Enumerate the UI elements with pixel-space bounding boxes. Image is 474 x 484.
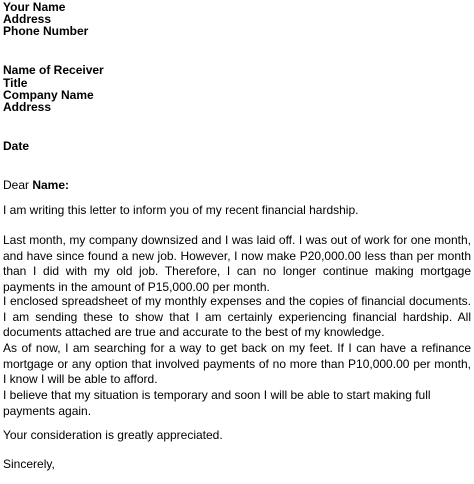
receiver-company: Company Name <box>3 88 94 102</box>
paragraph-appreciation: Your consideration is greatly appreciated. <box>3 428 223 442</box>
receiver-address: Address <box>3 100 52 114</box>
paragraph-intro: I am writing this letter to inform you of my recent financial hardship. <box>3 203 359 217</box>
receiver-title: Title <box>3 76 28 90</box>
paragraph-temporary: I believe that my situation is temporary and soon I will be able to start making full payments again. <box>3 388 431 418</box>
sender-phone: Phone Number <box>3 24 89 38</box>
greeting-name: Name: <box>32 178 70 192</box>
greeting-prefix: Dear <box>3 178 33 192</box>
paragraph-documents: I enclosed spreadsheet of my monthly expenses and the copies of financial documents. I am sending these to show that I am certainly experiencing financial hardship. All documents attached are true and accurate to the best of my knowledge. <box>3 294 471 340</box>
paragraph-request: As of now, I am searching for a way to get back on my feet. If I can have a refinance mortgage or any option that involved payments of no more than P10,000.00 per month, I know I will be able to afford. <box>3 341 471 387</box>
sender-address: Address <box>3 12 52 26</box>
receiver-name: Name of Receiver <box>3 63 104 77</box>
paragraph-hardship: Last month, my company downsized and I was laid off. I was out of work for one month, and have since found a new job. However, I now make P20,000.00 less than per month than I did with my old job. Therefore, I can no longer continue making mortgage payments in the amount of P15,000.00 per month. <box>3 233 471 294</box>
closing: Sincerely, <box>3 457 55 471</box>
date-line: Date <box>3 139 30 153</box>
greeting <box>3 178 69 192</box>
sender-name: Your Name <box>3 0 66 14</box>
